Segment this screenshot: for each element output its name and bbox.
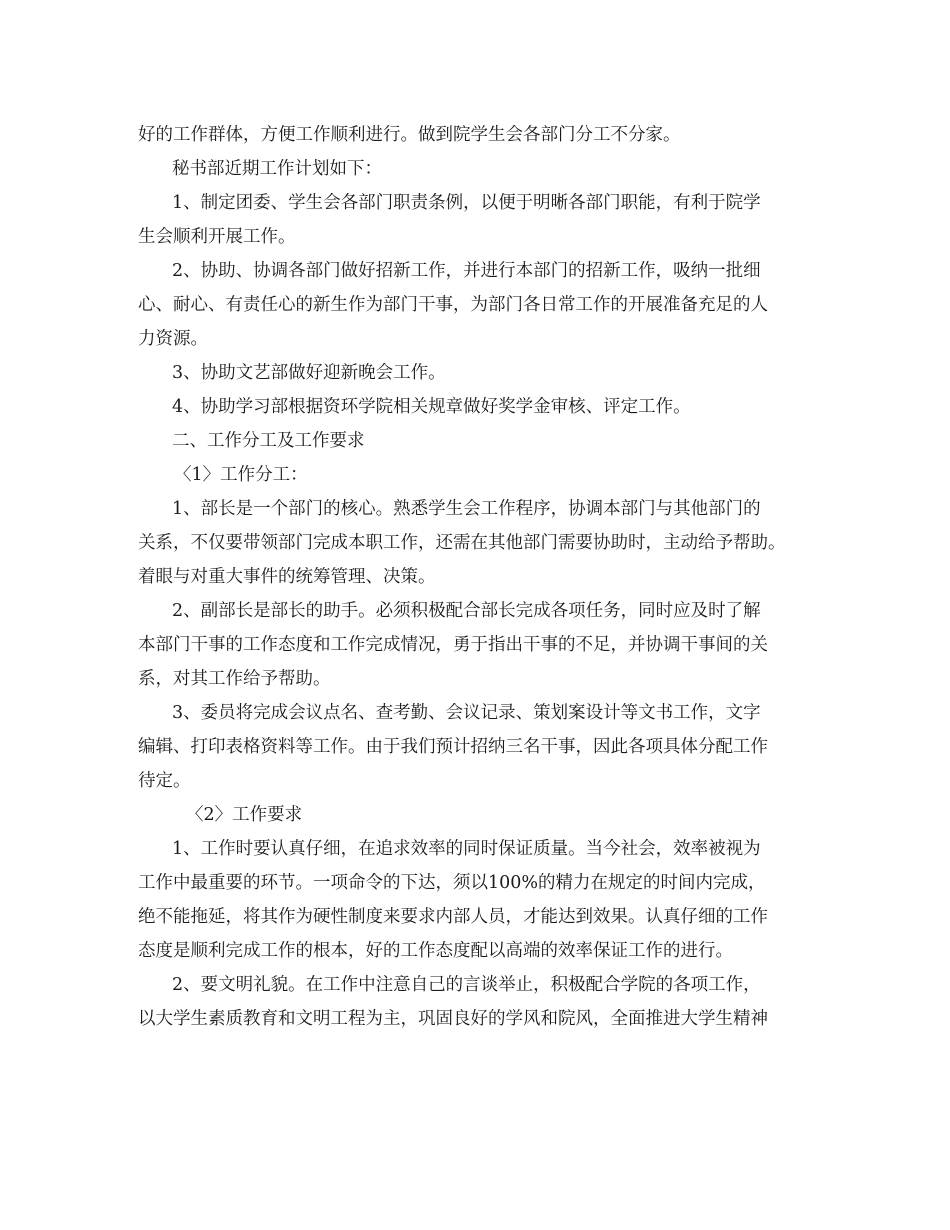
text-line: 着眼与对重大事件的统筹管理、决策。 (138, 567, 436, 587)
text-line: 以大学生素质教育和文明工程为主，巩固良好的学风和院风，全面推进大学生精神 (138, 1009, 768, 1029)
text-line: 本部门干事的工作态度和工作完成情况，勇于指出干事的不足，并协调干事间的关 (138, 635, 768, 655)
text-line: 态度是顺利完成工作的根本，好的工作态度配以高端的效率保证工作的进行。 (138, 941, 733, 961)
document-body (138, 118, 828, 1036)
text-line: 好的工作群体，方便工作顺利进行。做到院学生会各部门分工不分家。 (138, 125, 681, 145)
text-line: 1、工作时要认真仔细，在追求效率的同时保证质量。当今社会，效率被视为 (172, 839, 761, 859)
text-line: 编辑、打印表格资料等工作。由于我们预计招纳三名干事，因此各项具体分配工作 (138, 737, 768, 757)
subsection-heading: 〈2〉工作要求 (186, 805, 303, 825)
text-line: 2、协助、协调各部门做好招新工作，并进行本部门的招新工作，吸纳一批细 (172, 261, 761, 281)
text-line: 关系，不仅要带领部门完成本职工作，还需在其他部门需要协助时，主动给予帮助。 (138, 533, 786, 553)
text-line: 1、部长是一个部门的核心。熟悉学生会工作程序，协调本部门与其他部门的 (172, 499, 761, 519)
text-line: 秘书部近期工作计划如下： (172, 159, 382, 179)
text-line: 生会顺利开展工作。 (138, 227, 296, 247)
text-line: 1、制定团委、学生会各部门职责条例，以便于明晰各部门职能，有利于院学 (172, 193, 761, 213)
text-line: 工作中最重要的环节。一项命令的下达，须以100%的精力在规定的时间内完成， (138, 873, 766, 893)
text-line: 4、协助学习部根据资环学院相关规章做好奖学金审核、评定工作。 (172, 397, 691, 417)
text-line: 系，对其工作给予帮助。 (138, 669, 331, 689)
text-line: 力资源。 (138, 329, 208, 349)
text-line: 待定。 (138, 771, 191, 791)
subsection-heading: 〈1〉工作分工： (174, 465, 308, 485)
text-line: 2、副部长是部长的助手。必须积极配合部长完成各项任务，同时应及时了解 (172, 601, 761, 621)
text-line: 绝不能拖延，将其作为硬性制度来要求内部人员，才能达到效果。认真仔细的工作 (138, 907, 768, 927)
text-line: 心、耐心、有责任心的新生作为部门干事，为部门各日常工作的开展准备充足的人 (138, 295, 768, 315)
text-line: 3、委员将完成会议点名、查考勤、会议记录、策划案设计等文书工作，文字 (172, 703, 761, 723)
text-line: 3、协助文艺部做好迎新晚会工作。 (172, 363, 446, 383)
section-heading: 二、工作分工及工作要求 (172, 431, 365, 451)
text-line: 2、要文明礼貌。在工作中注意自己的言谈举止，积极配合学院的各项工作， (172, 975, 761, 995)
